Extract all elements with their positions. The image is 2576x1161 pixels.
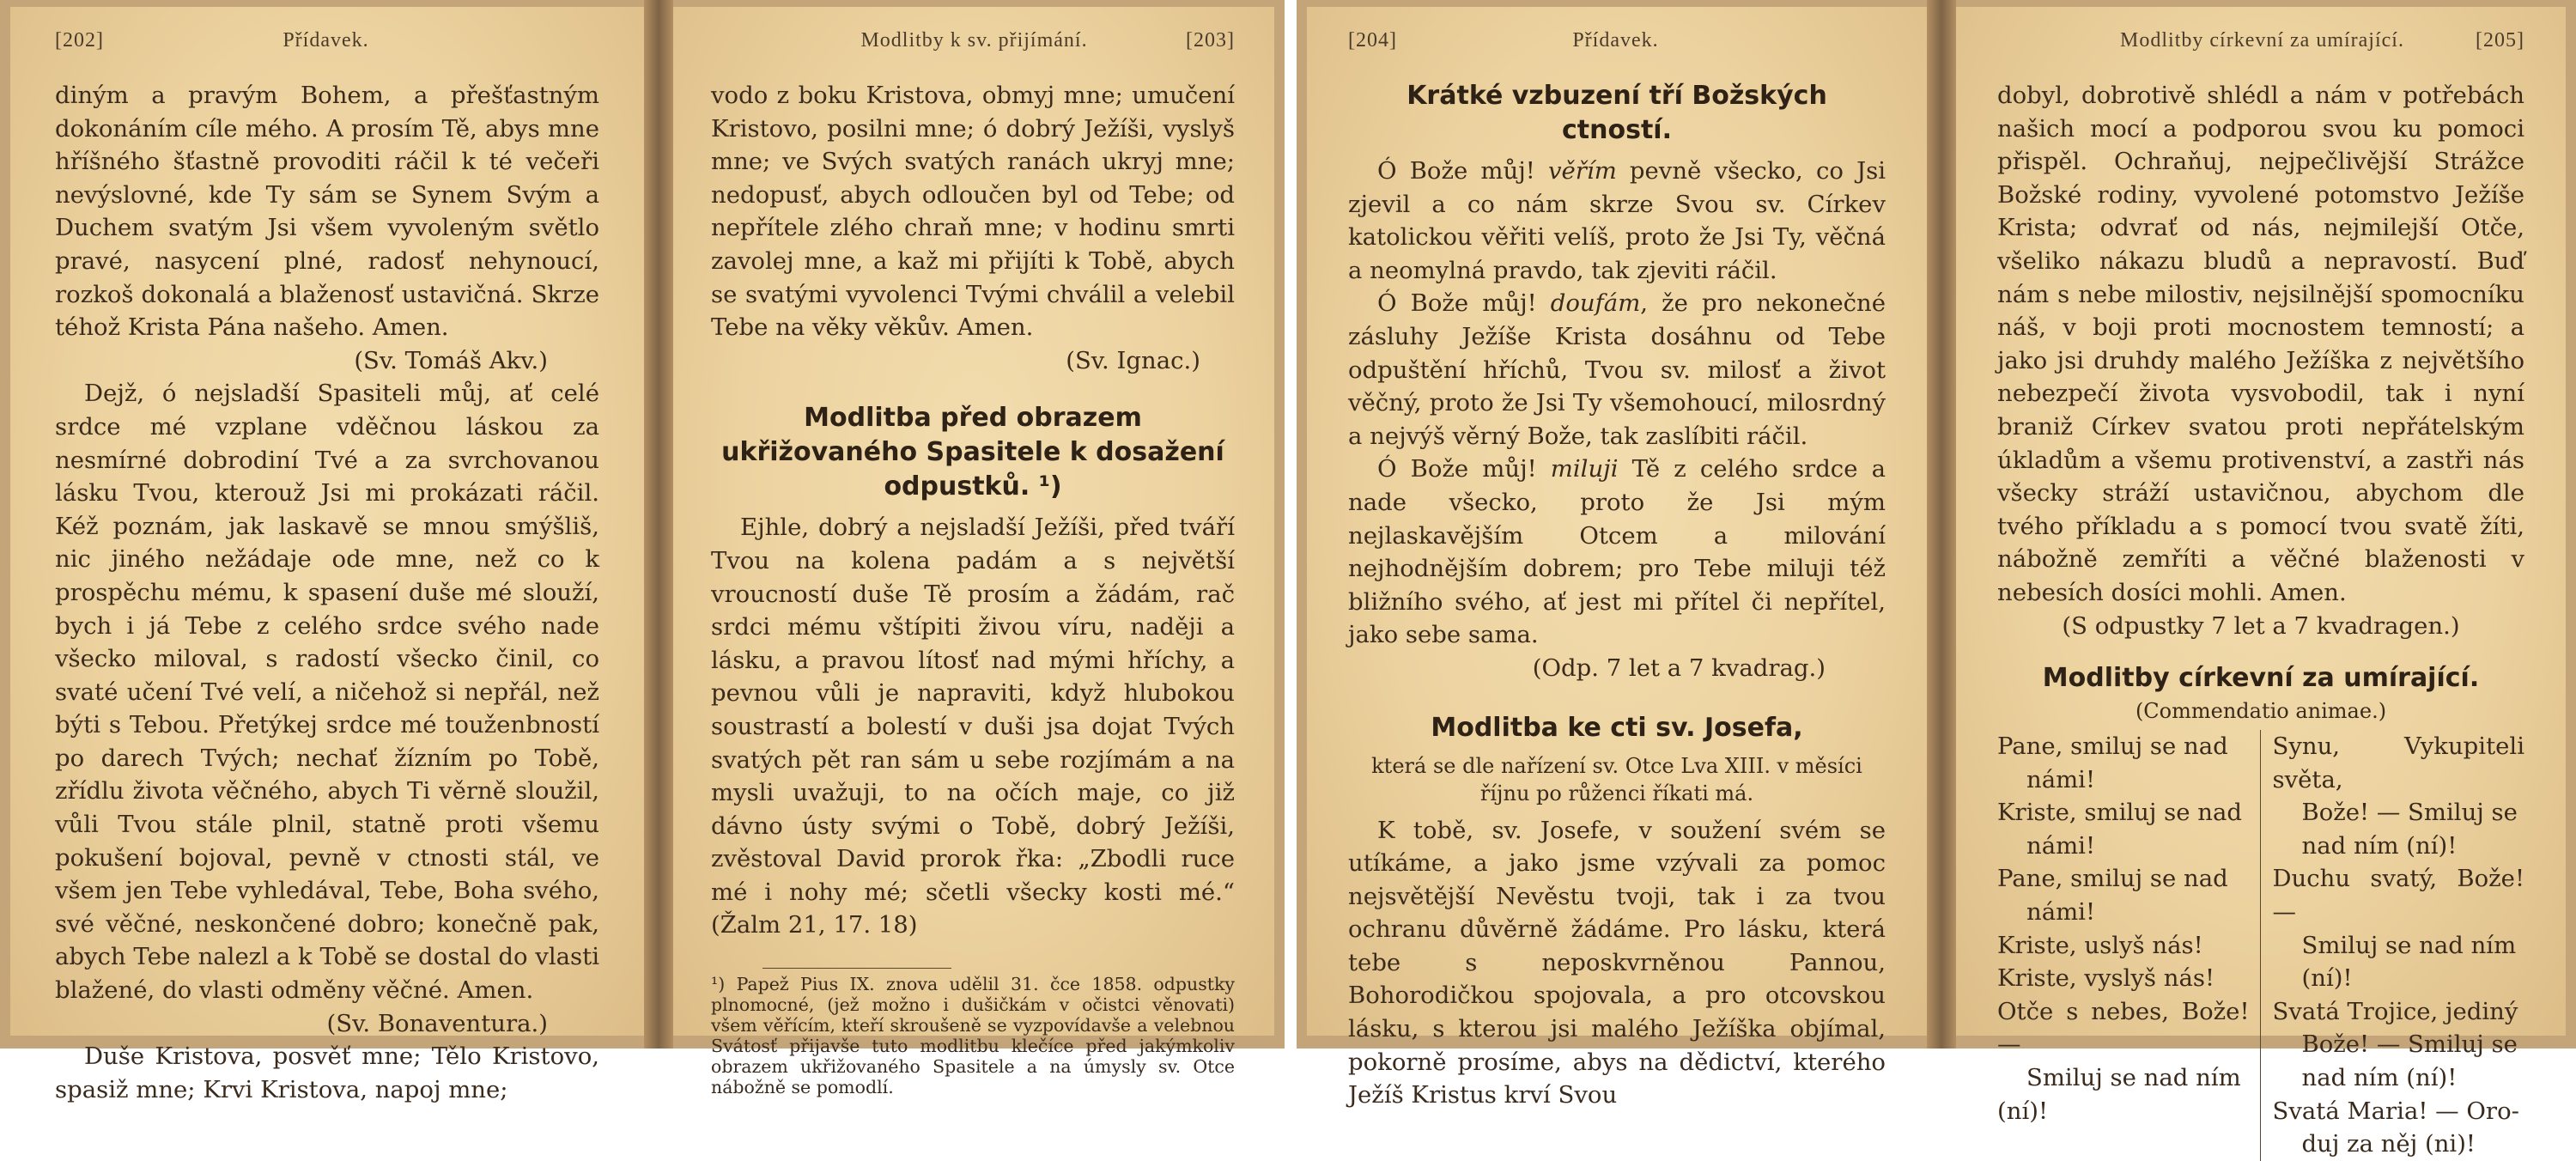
attribution: (S odpustky 7 let a 7 kvadragen.) <box>2062 611 2460 640</box>
litany-line: Bože! — Smiluj se <box>2301 1030 2518 1059</box>
prayer-text: Tě z celého srdce a nade všecko, proto že Jsi mým nejlaskavějším Otcem a milování nejhodnějším dobrem; pro Tebe miluji též bližního svého, ať jest mi přítel či nepřítel, jako sebe sama. <box>1348 455 1886 649</box>
litany-line: (ní)! <box>2301 964 2353 993</box>
litany-line: (ní)! <box>1997 1097 2049 1125</box>
running-title: Přídavek. <box>1572 29 1659 52</box>
book-gutter <box>1927 0 1956 1049</box>
virtue-word: miluji <box>1550 455 1619 483</box>
litany-line: Kriste, uslyš nás! <box>1997 931 2203 959</box>
attribution: (Sv. Bonaventura.) <box>326 1009 548 1037</box>
section-heading: Krátké vzbuzení tří Božských ctností. <box>1406 81 1827 145</box>
page-number: [202] <box>55 29 104 52</box>
litany-line: Kriste, smiluj se nad <box>1997 799 2243 827</box>
section-heading: Modlitba před obrazem ukřižovaného Spasitele k dosažení odpustků. ¹) <box>721 403 1224 502</box>
litany-line: Bože! — Smiluj se <box>2301 799 2518 827</box>
page-202 <box>10 7 644 1103</box>
litany-line: Smiluj se nad ním <box>2026 1064 2241 1092</box>
prayer-lead: Ó Bože můj! <box>1377 157 1548 185</box>
litany-line: námi! <box>2026 898 2096 927</box>
faith-act <box>1348 155 1886 287</box>
virtue-word: doufám <box>1550 289 1641 318</box>
prayer-text: Dejž, ó nejsladší Spasiteli můj, ať celé srdce mé vzplane vděčnou láskou za nesmírné dobrodiní Tvé a za svrchovanou lásku Tvou, kterouž Jsi mi prokázati ráčil. Kéž poznám, jak laskavě se mnou smýšliš, nic jiného nežádaje ode mne, než co k prospěchu mému, k spasení duše mé slouží, bych i já Tebe z celého srdce svého nade všecko miloval, s radostí všecko činil, co svaté učení Tvé velí, a ničehož si nepřál, než býti s Tebou. Přetýkej srdce mé touženbností po darech Tvých; nechať žízním po Tobě, zřídlu života věčného, abych Ti věrně sloužil, vůli Tvou stále plnil, statně proti všemu pokušení bojoval, pevně v ctnosti stál, ve všem jen Tebe vyhledával, Tebe, Boha svého, své věčné, neskončené dobro; konečně pak, abych Tebe nalezl a k Tobě se dostal do vlasti blažené, do vlasti odměny věčné. Amen. <box>55 380 599 1005</box>
prayer-text: , že pro nekonečné zásluhy Ježíše Krista dosáhnu od Tebe odpuštění hříchů, Tvou sv. milosť a život věčný, proto že Jsi Ty všemohoucí, milosrdný a nejvýš věrný Bože, tak zaslíbiti ráčil. <box>1348 289 1886 450</box>
prayer-text: Duše Kristova, posvěť mne; Tělo Kristovo, spasiž mne; Krvi Kristova, napoj mne; <box>55 1042 599 1103</box>
page-203 <box>673 7 1274 1098</box>
section-heading: Modlitba ke cti sv. Josefa, <box>1431 712 1803 743</box>
prayer-lead: Ó Bože můj! <box>1377 289 1551 318</box>
litany-line: Kriste, vyslyš nás! <box>1997 964 2215 993</box>
love-act <box>1348 453 1886 652</box>
prayer-text: dobyl, dobrotivě shlédl a nám v potřebách našich mocí a podporou svou ku pomoci přispěl. Ochraňuj, nejpečlivější Strážce Božské rodiny, vyvolené potomstvo Ježíše Krista; odvrať od nás, nejmilejší Otče, všeliko nákazu bludů a nepravostí. Buď nám s nebe milostiv, nejsilnější spomocníku náš, v boji proti mocnostem temností; a jako jsi druhdy malého Ježíška z největšího nebezpečí života vysvobodil, tak i nyní braniž Církev svatou proti nepřátelským úkladům a všemu protivenství, a zastři nás všecky stráží ustavičnou, abychom dle tvého příkladu a s pomocí tvou svatě žíti, nábožně zemříti a věčné blaženosti v nebesích dosíci mohli. Amen. <box>1997 82 2524 606</box>
page-number: [204] <box>1348 29 1397 52</box>
virtue-word: věřím <box>1547 157 1617 185</box>
prayer-text: Ejhle, dobrý a nejsladší Ježíši, před tváří Tvou na kolena padám a s největší vroucností duše Tě prosím a žádám, rač srdci mému vštípiti živou víru, naději a lásku, a pravou lítosť nad mými hříchy, a pevnou vůli je napraviti, když hlubokou soustrastí a bolestí v duši jsa dojat Tvých svatých pět ran sám u sebe rozjímám a na mysli uvažuji, to na očích maje, co již dávno ústy svými o Tobě, dobrý Ježíši, zvěstoval David prorok řka: „Zbodli ruce mé i nohy mé; sčetli všecky kosti mé.“ (Žalm 21, 17. 18) <box>711 514 1235 939</box>
litany-line: nad ním (ní)! <box>2301 1064 2458 1092</box>
page-number: [203] <box>1186 29 1235 52</box>
litany-line: duj za něj (ni)! <box>2301 1130 2476 1158</box>
running-title: Modlitby k sv. přijímání. <box>860 29 1088 52</box>
page-number: [205] <box>2476 29 2524 52</box>
left-book-spread <box>0 0 1285 1103</box>
litany-line: nad ním (ní)! <box>2301 831 2458 860</box>
litany-line: Smiluj se nad ním <box>2301 931 2517 959</box>
litany-left-column <box>1997 730 2261 1161</box>
section-subheading: (Commendatio animae.) <box>2135 699 2387 724</box>
litany-line: Svatá Trojice, jediný <box>2272 997 2518 1025</box>
litany-line: Otče s nebes, Bože! — <box>1997 997 2250 1059</box>
litany-table <box>1997 730 2524 1161</box>
prayer-lead: Ó Bože můj! <box>1377 455 1551 483</box>
running-title: Modlitby církevní za umírající. <box>2120 29 2404 52</box>
prayer-text: vodo z boku Kristova, obmyj mne; umučení Kristovo, posilni mne; ó dobrý Ježíši, vyslyš mne; ve Svých svatých ranách ukryj mne; nedopusť, abych odloučen byl od Tebe; od nepřítele zlého chraň mne; v hodinu smrti zavolej mne, a kaž mi přijíti k Tobě, abych se svatými vyvolenci Tvými chválil a velebil Tebe na věky věkův. Amen. <box>711 82 1235 342</box>
litany-right-column <box>2261 730 2525 1161</box>
prayer-text: K tobě, sv. Josefe, v soužení svém se utíkáme, a jako jsme vzývali za pomoc nejsvětější Nevěstu tvoji, tak i za tvou ochranu důvěrně žádáme. Pro lásku, která tebe s neposkvrněnou Pannou, Bohorodičkou spojovala, a pro otcovskou lásku, s kterou jsi malého Ježíška objímal, pokorně prosíme, abys na dědictví, kterého Ježíš Kristus krví Svou <box>1348 816 1886 1109</box>
litany-line: námi! <box>2026 831 2096 860</box>
page-header <box>55 29 599 65</box>
page-header <box>1348 29 1886 65</box>
attribution: (Sv. Ignac.) <box>1066 346 1200 374</box>
litany-line: Duchu svatý, Bože! — <box>2272 865 2524 927</box>
prayer-text: pevně všecko, co Jsi zjevil a co nám skrze Svou sv. Církev katolickou věřiti velíš, proto že Jsi Ty, věčná a neomylná pravdo, tak zjeviti ráčil. <box>1348 157 1886 284</box>
book-gutter <box>644 0 673 1049</box>
section-heading: Modlitby církevní za umírající. <box>2042 663 2480 694</box>
page-header <box>1997 29 2524 65</box>
litany-line: Pane, smiluj se nad <box>1997 865 2228 893</box>
litany-line: Pane, smiluj se nad <box>1997 732 2228 761</box>
attribution: (Odp. 7 let a 7 kvadrag.) <box>1532 653 1826 682</box>
attribution: (Sv. Tomáš Akv.) <box>354 346 548 374</box>
running-title: Přídavek. <box>283 29 369 52</box>
page-header <box>711 29 1235 65</box>
footnote-rule <box>762 968 951 969</box>
section-subheading: která se dle nařízení sv. Otce Lva XIII. v měsíci říjnu po růženci říkati má. <box>1371 753 1862 805</box>
litany-line: Synu, Vykupiteli světa, <box>2272 732 2524 793</box>
prayer-text: diným a pravým Bohem, a přešťastným dokonáním cíle mého. A prosím Tě, abys mne hříšného šťastně provoditi ráčil k té večeři nevýslovné, kde Ty sám se Synem Svým a Duchem svatým Jsi všem vyvoleným světlo pravé, nasycení plné, radosť nehynoucí, rozkoš dokonalá a blaženosť ustavičná. Skrze téhož Krista Pána našeho. Amen. <box>55 82 599 342</box>
right-book-spread <box>1297 0 2576 1158</box>
litany-line: námi! <box>2026 765 2096 793</box>
page-204 <box>1307 7 1927 1109</box>
litany-line: Svatá Maria! — Oro- <box>2272 1097 2519 1125</box>
hope-act <box>1348 287 1886 453</box>
footnote: ¹) Papež Pius IX. znova udělil 31. čce 1858. odpustky plnomocné, (jež možno i dušičkám v očistci věnovati) všem věřícím, kteří skroušeně se vyzpovídavše a velebnou Svátosť přijavše tuto modlitbu klečíce před jakýmkoliv obrazem ukřižovaného Spasitele a na úmysly sv. Otce nábožně se pomodlí. <box>711 974 1235 1098</box>
page-205 <box>1956 7 2566 1158</box>
